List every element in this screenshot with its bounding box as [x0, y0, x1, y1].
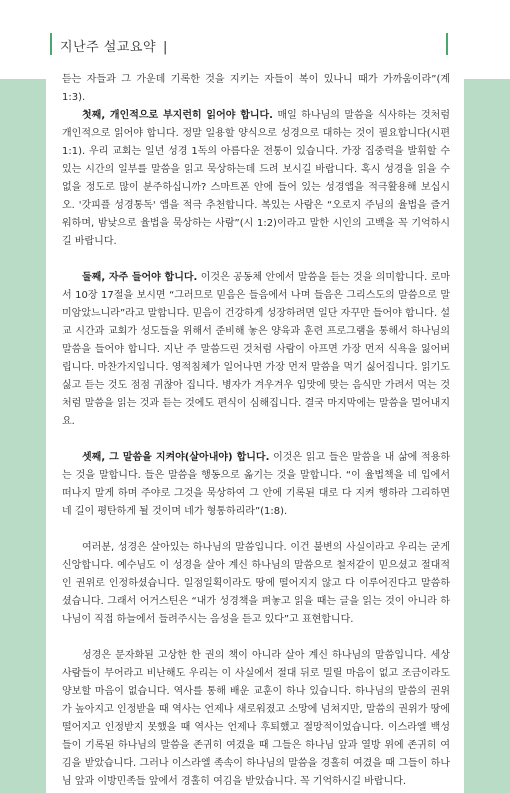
- page-title: 지난주 설교요약 |: [60, 40, 168, 55]
- paragraph-first-point: 첫째, 개인적으로 부지런히 읽어야 합니다. 매일 하나님의 말씀을 식사하는 것처럼 개인적으로 읽어야 합니다. 정말 일용할 양식으로 성경으로 대하는 것이 필요합니다(시편 1:1). 우리 교회는 일년 성경 1독의 아름다운 전통이 있습니다. 가장 집중력을 발휘할 수 있는 시간의 일부를 말씀을 읽고 묵상하는데 드려 보시길 바랍니다. 혹시 성경을 읽을 수 없을 정도로 많이 분주하십니까? 스마트폰 안에 들어 있는 성경앱을 적극활용해 보십시오. '갓피플 성경통독' 앱을 적극 추천합니다. 복있는 사람은 “오로지 주님의 율법을 즐거워하며, 밤낮으로 율법을 묵상하는 사람”(시 1:2)이라고 말한 시인의 고백을 꼭 기억하시길 바랍니다.: [62, 110, 450, 247]
- paragraph-third-point: 셋째, 그 말씀을 지켜야(살아내야) 합니다. 이것은 읽고 들은 말씀을 내 삶에 적용하는 것을 말합니다. 들은 말씀을 행동으로 옮기는 것을 말합니다. “이 율법책을 네 입에서 떠나지 말게 하며 주야로 그것을 묵상하여 그 안에 기록된 대로 다 지켜 행하라 그리하면 네 길이 평탄하게 될 것이며 네가 형통하리라”(1:8).: [62, 452, 450, 517]
- paragraph-second-point: 둘째, 자주 들어야 합니다. 이것은 공동체 안에서 말씀을 듣는 것을 의미합니다. 로마서 10장 17절을 보시면 “그러므로 믿음은 들음에서 나며 들음은 그리스도의 말씀으로 말미암았느니라”라고 말합니다. 믿음이 건강하게 성장하려면 일단 자꾸만 들어야 합니다. 설교 시간과 교회가 성도들을 위해서 준비해 놓은 양육과 훈련 프로그램을 통해서 하나님의 말씀을 들어야 합니다. 지난 주 말씀드린 것처럼 사람이 아프면 가장 먼저 식욕을 잃어버립니다. 마찬가지입니다. 영적침체가 일어나면 가장 먼저 말씀을 먹기 싫어집니다. 읽기도 싫고 듣는 것도 점점 귀찮아 집니다. 병자가 겨우겨우 입맛에 맞는 음식만 가려서 먹는 것처럼 말씀을 읽는 것과 듣는 것에도 편식이 심해집니다. 결국 마지막에는 말씀을 멀어내지요.: [62, 272, 450, 427]
- paragraph-scripture-authority: 여러분, 성경은 살아있는 하나님의 말씀입니다. 이건 불변의 사실이라고 우리는 굳게 신앙합니다. 예수님도 이 성경을 살아 계신 하나님의 말씀으로 철저같이 믿으셨고 절대적인 권위로 인정하셨습니다. 일점일획이라도 땅에 떨어지지 않고 다 이루어진다고 말씀하셨습니다. 그래서 어거스틴은 “내가 성경책을 펴놓고 읽을 때는 글을 읽는 것이 아니라 하나님이 직접 하늘에서 들려주시는 음성을 듣고 있다”고 표현합니다.: [62, 542, 450, 625]
- paragraph-gap: [62, 629, 450, 647]
- point-heading-second: 둘째, 자주 들어야 합니다.: [82, 272, 198, 283]
- paragraph-gap: [62, 521, 450, 539]
- title-divider: |: [163, 40, 168, 55]
- point-heading-first: 첫째, 개인적으로 부지런히 읽어야 합니다.: [82, 110, 273, 121]
- sermon-summary: [62, 71, 450, 791]
- paragraph-intro: 듣는 자들과 그 가운데 기록한 것을 지키는 자들이 복이 있나니 때가 가까움이라”(계 1:3).: [62, 74, 450, 103]
- paragraph-gap: [62, 431, 450, 449]
- point-heading-third: 셋째, 그 말씀을 지켜야(살아내야) 합니다.: [82, 452, 270, 463]
- paragraph-conclusion: 성경은 문자화된 고상한 한 권의 책이 아니라 살아 계신 하나님의 말씀입니다. 세상 사람들이 무어라고 비난해도 우리는 이 사실에서 절대 뒤로 밀릴 마음이 없고 조금이라도 양보할 마음이 없습니다. 역사를 통해 배운 교훈이 하나 있습니다. 하나님의 말씀의 권위가 높아지고 인정받을 때 역사는 언제나 새로워졌고 소망에 넘쳐지만, 말씀의 권위가 땅에 떨어지고 인정받지 못했을 때 역사는 언제나 후퇴했고 절망적이었습니다. 이스라엘 백성들이 기록된 하나님의 말씀을 존귀히 여겼을 때 그들은 하나님 앞과 열방 위에 존귀히 여김을 받았습니다. 그러나 이스라엘 족속이 하나님의 말씀을 경홀히 여겼을 때 그들이 하나님 앞과 이방민족들 앞에서 경홀히 여김을 받았습니다. 꼭 기억하시길 바랍니다.: [62, 650, 450, 787]
- paragraph-gap: [62, 251, 450, 269]
